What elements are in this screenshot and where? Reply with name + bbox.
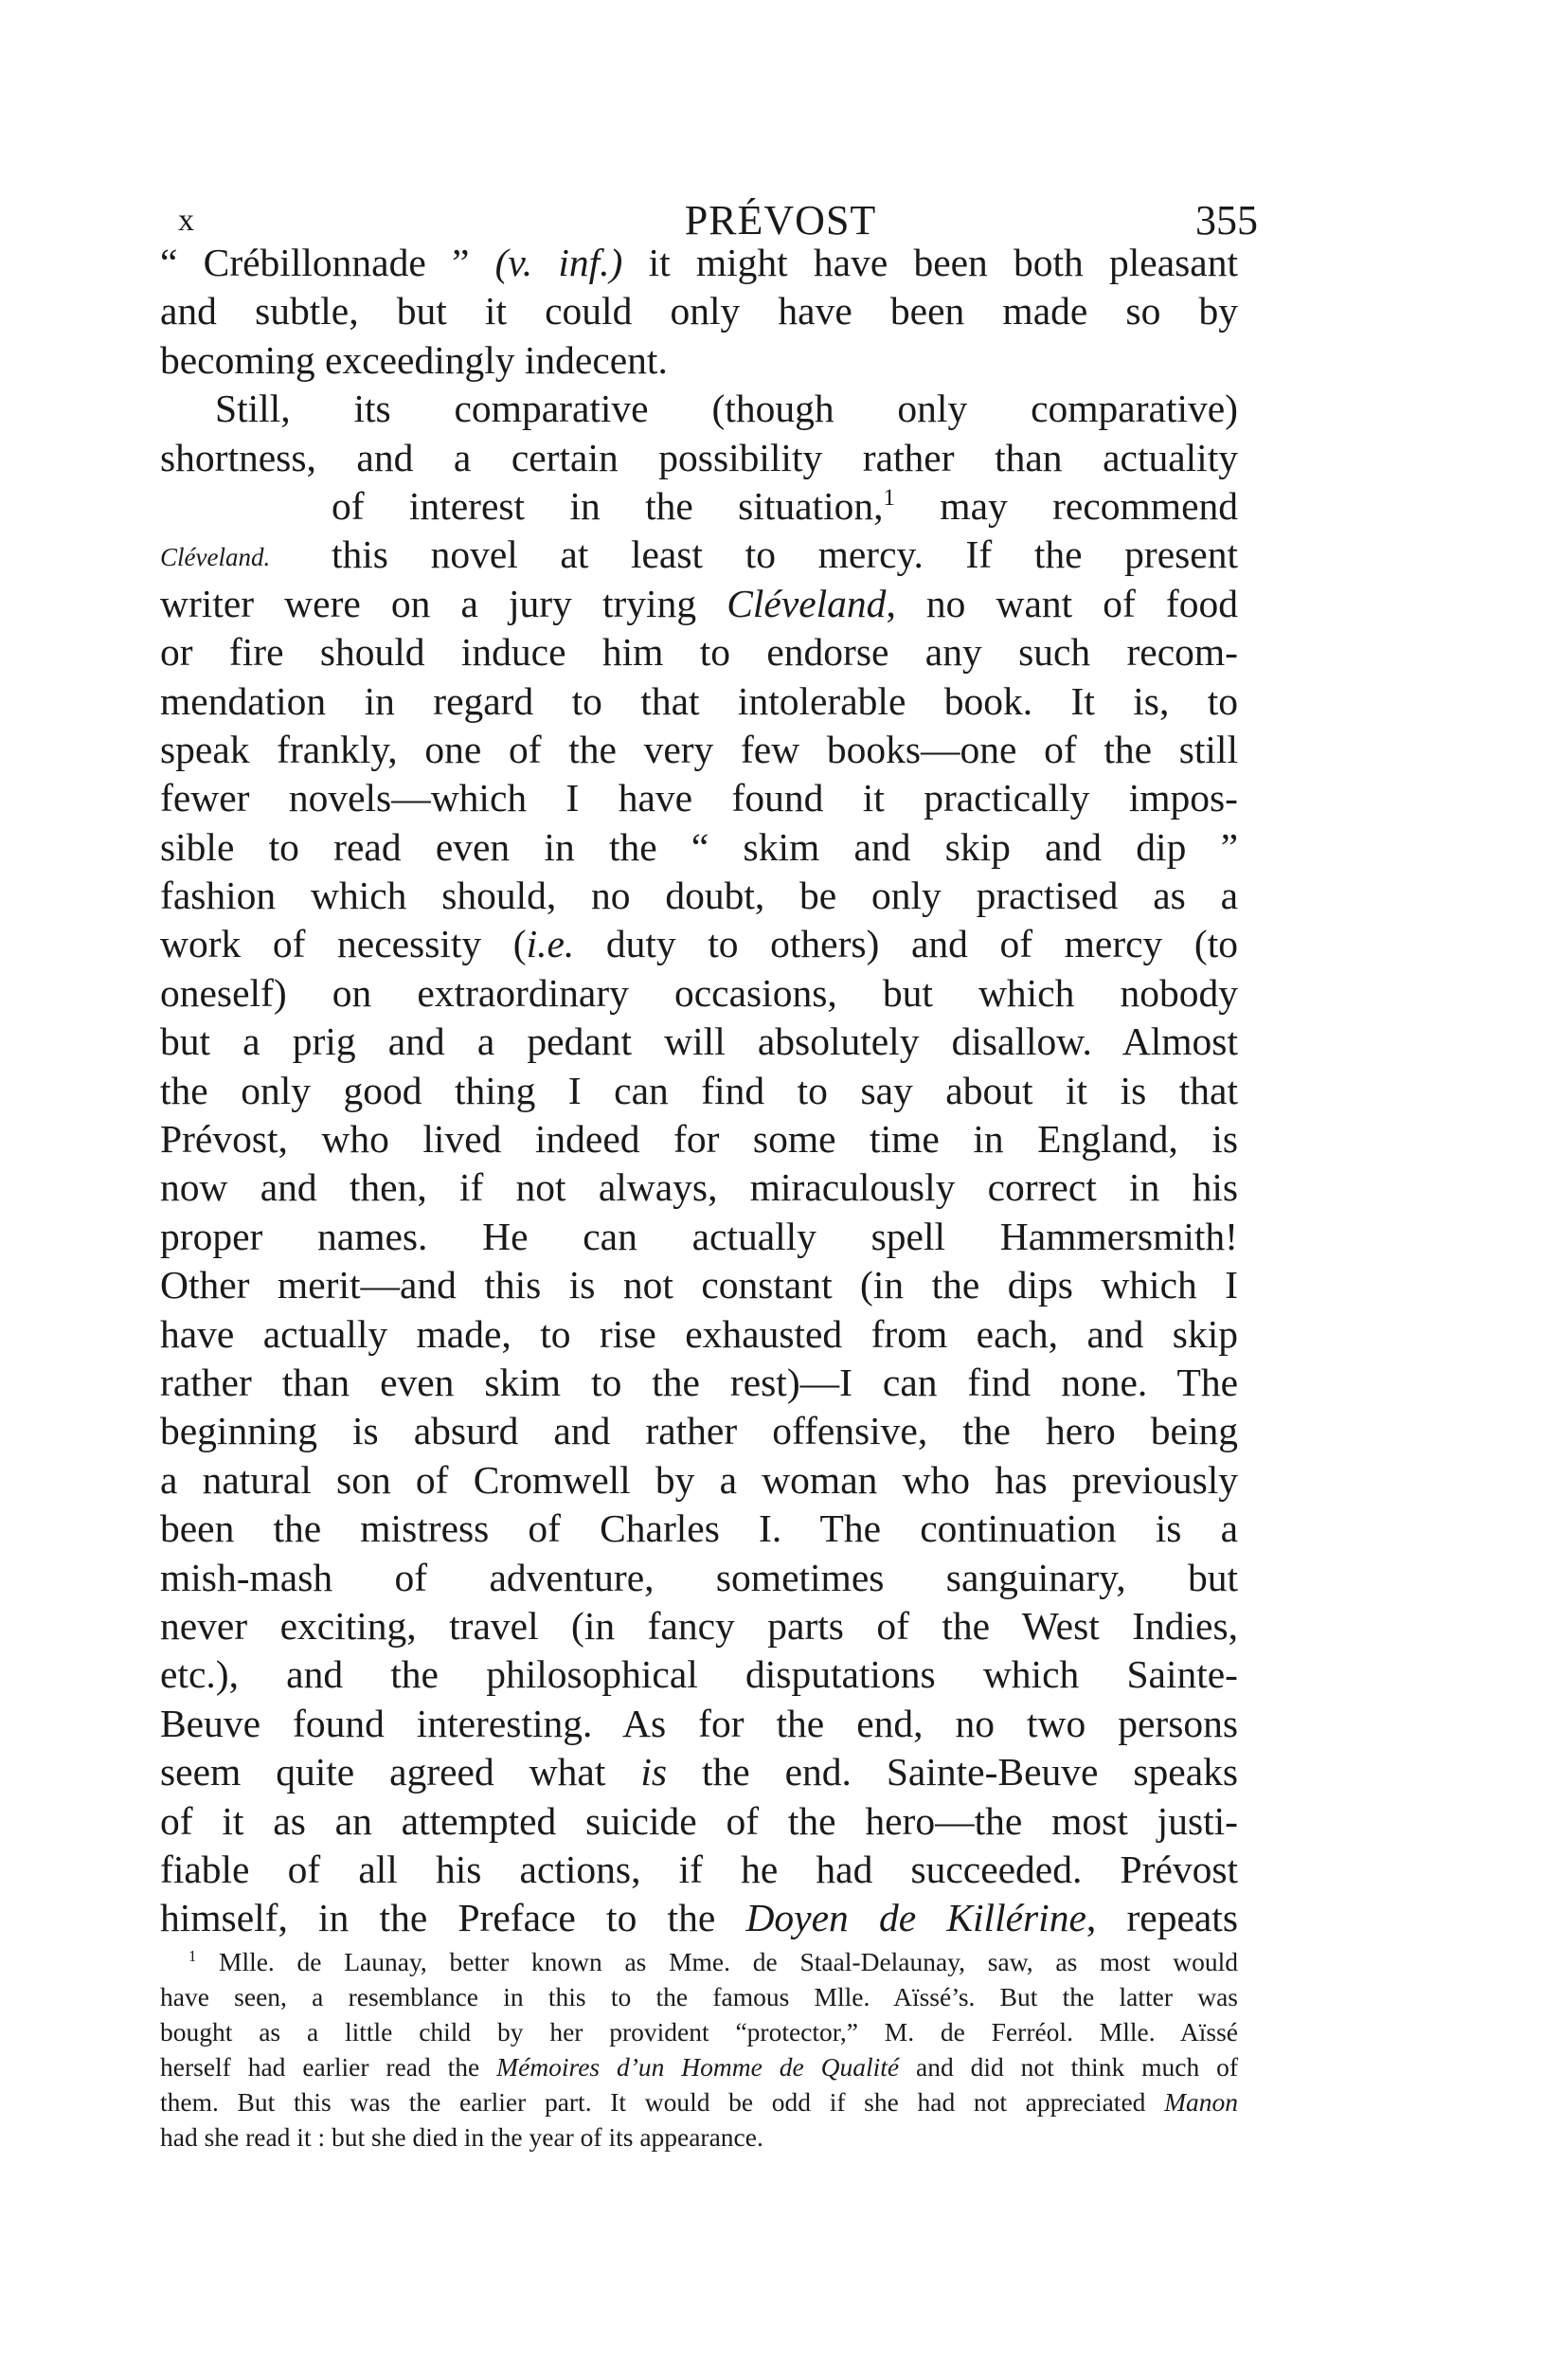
text-span: now and then, if not always, miraculously correct in his (160, 1165, 1238, 1210)
text-span: sible to read even in the “ skim and skip and dip ” (160, 824, 1238, 869)
text-line (160, 1797, 1238, 1846)
text-line (160, 1310, 1238, 1359)
text-line (160, 1115, 1238, 1163)
footnote (160, 1944, 1238, 2155)
text-span: speak frankly, one of the very few books—one of the still (160, 727, 1238, 771)
text-line (160, 726, 1238, 774)
margin-note: Cléveland. (160, 543, 271, 571)
footnote-line (160, 1979, 1238, 2014)
text-line (160, 336, 1238, 385)
footnote-marker: 1 (883, 485, 895, 512)
text-span: becoming exceedingly indecent. (160, 337, 668, 382)
text-span: , no want of food (886, 581, 1238, 625)
italic-text: Cléveland (727, 581, 887, 625)
text-line (332, 531, 1238, 579)
text-span: or fire should induce him to endorse any such recom- (160, 630, 1238, 675)
text-line (160, 969, 1238, 1018)
text-span: mendation in regard to that intolerable book. It is, to (160, 678, 1238, 723)
italic-text: i.e. (526, 922, 575, 966)
text-span: have actually made, to rise exhausted from each, and skip (160, 1311, 1238, 1356)
body-text (160, 239, 1238, 1943)
text-span: beginning is absurd and rather offensive, the hero being (160, 1409, 1238, 1453)
text-line (160, 1602, 1238, 1650)
text-line (160, 1846, 1238, 1894)
text-span: himself, in the Preface to the (160, 1896, 746, 1940)
text-span: this novel at least to mercy. If the present (332, 532, 1238, 577)
text-span: fashion which should, no doubt, be only practised as a (160, 874, 1238, 918)
text-span: mish-mash of adventure, sometimes sanguinary, but (160, 1555, 1238, 1599)
text-span: etc.), and the philosophical disputations which Sainte- (160, 1652, 1238, 1697)
text-span: oneself) on extraordinary occasions, but which nobody (160, 970, 1238, 1015)
text-line (160, 1748, 1238, 1796)
text-span: them. But this was the earlier part. It would be odd if she had not appreciated (160, 2087, 1165, 2117)
text-line (160, 1700, 1238, 1748)
text-span: proper names. He can actually spell Hammersmith! (160, 1214, 1238, 1258)
text-line (160, 628, 1238, 676)
text-span: the only good thing I can find to say about it is that (160, 1068, 1238, 1112)
text-span: bought as a little child by her provident “protector,” M. de Ferréol. Mlle. Aïssé (160, 2017, 1238, 2046)
text-span: the end. Sainte-Beuve speaks (667, 1750, 1239, 1794)
footnote-line (160, 2049, 1238, 2084)
text-line (160, 434, 1238, 482)
text-line (160, 1554, 1238, 1602)
running-title: PRÉVOST (684, 197, 877, 243)
text-line (160, 1261, 1238, 1309)
signature-mark: x (178, 203, 194, 238)
text-span: been the mistress of Charles I. The continuation is a (160, 1506, 1238, 1551)
text-span: Beuve found interesting. As for the end, no two persons (160, 1701, 1238, 1745)
text-line (160, 580, 1238, 628)
text-span: Other merit—and this is not constant (in the dips which I (160, 1263, 1238, 1307)
italic-text: Manon (1164, 2087, 1238, 2117)
italic-text: Doyen de Killérine (745, 1896, 1086, 1940)
text-line (160, 677, 1238, 726)
text-span: but a prig and a pedant will absolutely disallow. Almost (160, 1019, 1238, 1064)
text-span: it might have been both pleasant (622, 241, 1238, 284)
text-span: herself had earlier read the (160, 2052, 497, 2082)
text-span: Prévost, who lived indeed for some time in England, is (160, 1117, 1238, 1162)
text-line (160, 1018, 1238, 1066)
text-span: have seen, a resemblance in this to the famous Mlle. Aïssé’s. But the latter was (160, 1982, 1238, 2011)
italic-text: Mémoires d’un Homme de Qualité (496, 2052, 900, 2082)
italic-text: (v. inf.) (494, 241, 623, 284)
text-span: never exciting, travel (in fancy parts of the West Indies, (160, 1603, 1238, 1648)
footnote-line (160, 1944, 1238, 1979)
text-line (160, 920, 1238, 968)
page-number: 355 (1195, 197, 1258, 243)
text-line (160, 287, 1238, 335)
text-span: “ Crébillonnade ” (160, 241, 495, 284)
text-line (160, 823, 1238, 872)
text-span: may recommend (894, 483, 1239, 528)
text-line (160, 1067, 1238, 1115)
text-line (332, 482, 1238, 531)
text-span: duty to others) and of mercy (to (574, 922, 1238, 966)
text-span: and subtle, but it could only have been made so by (160, 289, 1238, 334)
footnote-line (160, 2119, 1238, 2155)
text-line (160, 1213, 1238, 1261)
text-span: seem quite agreed what (160, 1750, 641, 1794)
text-line (160, 1163, 1238, 1212)
text-span: shortness, and a certain possibility rather than actuality (160, 435, 1238, 479)
text-span: fiable of all his actions, if he had succeeded. Prévost (160, 1847, 1238, 1891)
text-span: of it as an attempted suicide of the hero—the most justi- (160, 1798, 1238, 1843)
text-span: had she read it : but she died in the year of its appearance. (160, 2122, 763, 2152)
footnote-line (160, 2084, 1238, 2119)
text-line (160, 1505, 1238, 1553)
text-line (160, 1650, 1238, 1699)
text-line (160, 1894, 1238, 1942)
text-line (160, 1456, 1238, 1505)
text-span: work of necessity ( (160, 922, 527, 966)
text-line (160, 872, 1238, 920)
text-span: writer were on a jury trying (160, 581, 727, 625)
footnote-marker: 1 (188, 1946, 197, 1965)
text-span: a natural son of Cromwell by a woman who has previously (160, 1457, 1238, 1502)
text-span: of interest in the situation, (332, 483, 884, 528)
text-line (160, 239, 1238, 287)
text-span: Mlle. de Launay, better known as Mme. de Staal-Delaunay, saw, as most would (196, 1947, 1238, 1976)
text-span: and did not think much of (899, 2052, 1239, 2082)
text-line (160, 774, 1238, 822)
text-line (160, 1407, 1238, 1455)
italic-text: is (640, 1750, 667, 1794)
text-span: fewer novels—which I have found it practically impos- (160, 776, 1238, 820)
text-line (160, 385, 1238, 433)
text-span: Still, its comparative (though only comparative) (215, 387, 1238, 431)
text-span: rather than even skim to the rest)—I can find none. The (160, 1360, 1238, 1404)
footnote-line (160, 2014, 1238, 2049)
text-span: , repeats (1086, 1896, 1238, 1940)
text-line (160, 1359, 1238, 1407)
